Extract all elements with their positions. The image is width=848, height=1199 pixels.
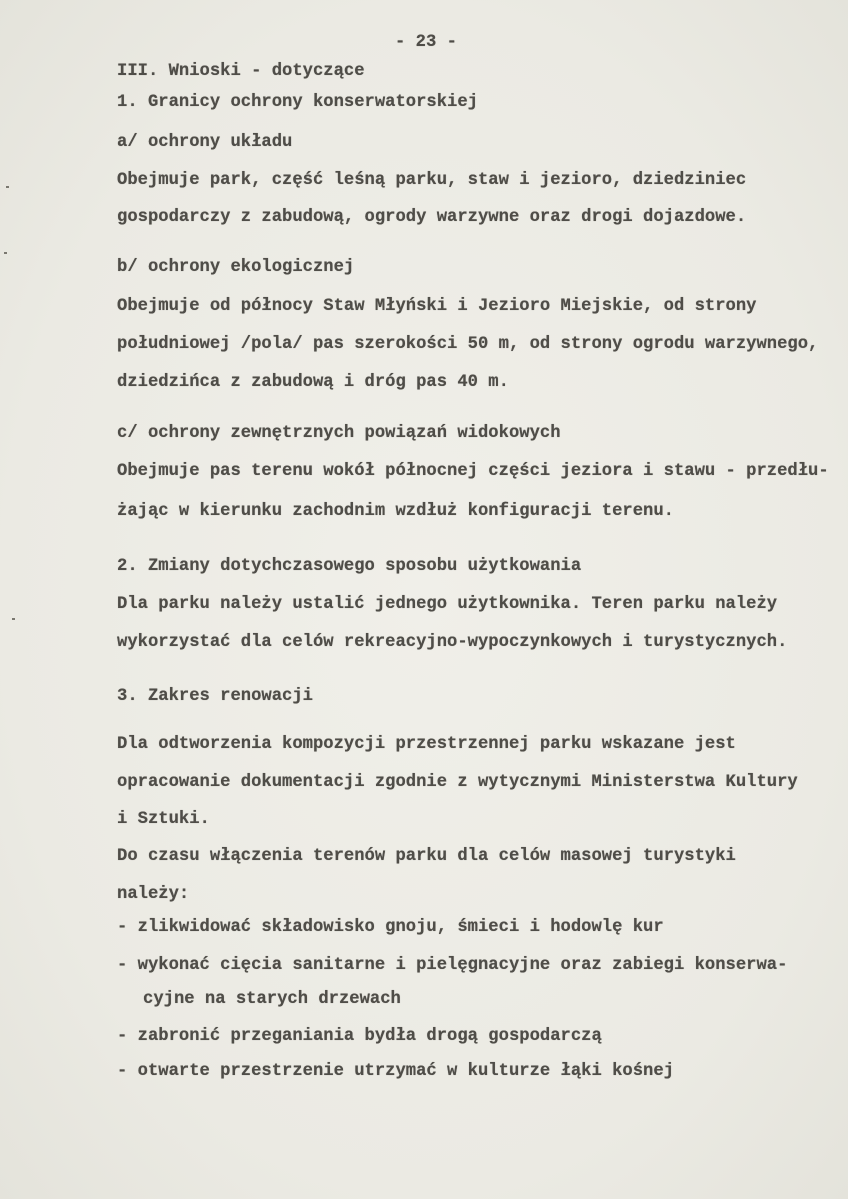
- text-line: Dla parku należy ustalić jednego użytkownika. Teren parku należy: [117, 595, 778, 614]
- text-line: gospodarczy z zabudową, ogrody warzywne oraz drogi dojazdowe.: [117, 208, 747, 227]
- text-line: południowej /pola/ pas szerokości 50 m, od strony ogrodu warzywnego,: [117, 335, 819, 354]
- list-item-continuation: cyjne na starych drzewach: [143, 990, 401, 1009]
- subsection-b-title: b/ ochrony ekologicznej: [117, 258, 355, 277]
- subsection-a-title: a/ ochrony układu: [117, 133, 293, 152]
- list-item: - zlikwidować składowisko gnoju, śmieci i hodowlę kur: [117, 918, 664, 937]
- text-line: Obejmuje od północy Staw Młyński i Jezioro Miejskie, od strony: [117, 297, 757, 316]
- text-line: Obejmuje park, część leśną parku, staw i jezioro, dziedziniec: [117, 171, 747, 190]
- text-line: żając w kierunku zachodnim wzdłuż konfiguracji terenu.: [117, 502, 674, 521]
- scan-mark: [4, 252, 7, 254]
- scan-mark: [12, 618, 15, 620]
- subsection-c-title: c/ ochrony zewnętrznych powiązań widokowych: [117, 424, 561, 443]
- section-3-title: 3. Zakres renowacji: [117, 687, 313, 706]
- text-line: Do czasu włączenia terenów parku dla celów masowej turystyki: [117, 847, 736, 866]
- scan-mark: [6, 186, 9, 188]
- list-item: - zabronić przeganiania bydła drogą gospodarczą: [117, 1027, 602, 1046]
- list-item: - wykonać cięcia sanitarne i pielęgnacyjne oraz zabiegi konserwa-: [117, 956, 788, 975]
- text-line: Dla odtworzenia kompozycji przestrzennej parku wskazane jest: [117, 735, 736, 754]
- text-line: dziedzińca z zabudową i dróg pas 40 m.: [117, 373, 509, 392]
- list-item: - otwarte przestrzenie utrzymać w kulturze łąki kośnej: [117, 1062, 674, 1081]
- section-1-title: 1. Granicy ochrony konserwatorskiej: [117, 93, 478, 112]
- section-2-title: 2. Zmiany dotychczasowego sposobu użytkowania: [117, 557, 582, 576]
- text-line: wykorzystać dla celów rekreacyjno-wypoczynkowych i turystycznych.: [117, 633, 788, 652]
- page-number: - 23 -: [395, 33, 457, 52]
- text-line: Obejmuje pas terenu wokół północnej części jeziora i stawu - przedłu-: [117, 462, 829, 481]
- text-line: opracowanie dokumentacji zgodnie z wytycznymi Ministerstwa Kultury: [117, 773, 798, 792]
- heading: III. Wnioski - dotyczące: [117, 62, 365, 81]
- text-line: należy:: [117, 885, 190, 904]
- text-line: i Sztuki.: [117, 810, 210, 829]
